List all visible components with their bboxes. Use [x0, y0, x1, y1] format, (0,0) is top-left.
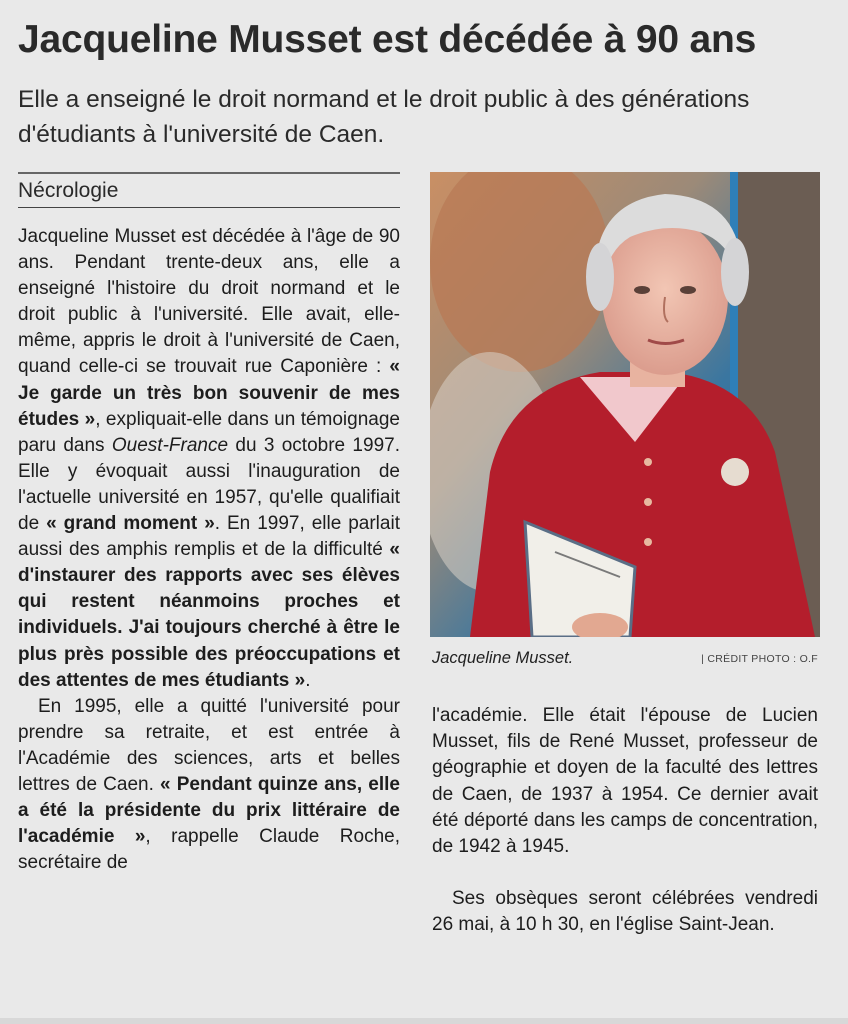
paragraph-1-run-5: « grand moment » — [46, 513, 215, 535]
paragraph-2-run-1: « Pendant quinze ans, elle a été la présidente du prix littéraire de l'académie » — [18, 773, 400, 848]
portrait-photo — [430, 172, 820, 637]
paragraph-1-run-4: du 3 octobre 1997. Elle y évoquait aussi l'inauguration de l'actuelle université en 1957, qu'elle qualifiait de — [18, 434, 400, 535]
body-column-2 — [432, 703, 818, 939]
paragraph-1-run-6: . En 1997, elle parlait aussi des amphis remplis et de la difficulté — [18, 513, 400, 561]
photo-caption: Jacqueline Musset. — [432, 649, 574, 667]
headline: Jacqueline Musset est décédée à 90 ans — [18, 18, 757, 61]
rubric-top-rule — [18, 172, 400, 174]
paragraph-1-run-7: « d'instaurer des rapports avec ses élèves qui restent néanmoins proches et individuels. J'ai toujours cherché à être le plus près possible des préoccupations et des attentes de mes étudiants » — [18, 539, 400, 691]
section-rubric: Nécrologie — [18, 179, 400, 208]
body-paragraph-2 — [18, 694, 400, 877]
body-paragraph-1 — [18, 224, 400, 694]
body-paragraph-2-continued: l'académie. Elle était l'épouse de Lucien Musset, fils de René Musset, professeur de géographie et doyen de la faculté des lettres de Caen, de 1937 à 1954. Ce dernier avait été déporté dans les camps de concentration, de 1942 à 1945. — [432, 705, 818, 858]
paragraph-2-run-0: En 1995, elle a quitté l'université pour prendre sa retraite, et est entrée à l'Académie des sciences, arts et belles lettres de Caen. — [18, 695, 400, 795]
standfirst: Elle a enseigné le droit normand et le droit public à des générations d'étudiants à l'université de Caen. — [18, 86, 750, 148]
paragraph-1-run-2: , expliquait-elle dans un témoignage paru dans — [18, 408, 400, 456]
body-paragraph-3: Ses obsèques seront célébrées vendredi 26 mai, à 10 h 30, en l'église Saint-Jean. — [432, 888, 818, 936]
photo-credit: | CRÉDIT PHOTO : O.F — [701, 653, 818, 665]
paragraph-1-run-3: Ouest-France — [111, 434, 229, 456]
paragraph-2-run-2: , rappelle Claude Roche, secrétaire de — [18, 826, 400, 874]
paragraph-1-run-1: « Je garde un très bon souvenir de mes études » — [18, 356, 400, 430]
paragraph-1-run-8: . — [305, 669, 311, 691]
page-edge — [0, 1018, 848, 1024]
portrait-illustration — [430, 172, 820, 637]
paragraph-1-run-0: Jacqueline Musset est décédée à l'âge de 90 ans. Pendant trente-deux ans, elle a enseigné l'histoire du droit normand et le droit public à l'université. Elle avait, elle-même, appris le droit à l'université de Caen, quand celle-ci se trouvait rue Caponière : — [18, 226, 400, 378]
body-column-1 — [18, 224, 400, 876]
